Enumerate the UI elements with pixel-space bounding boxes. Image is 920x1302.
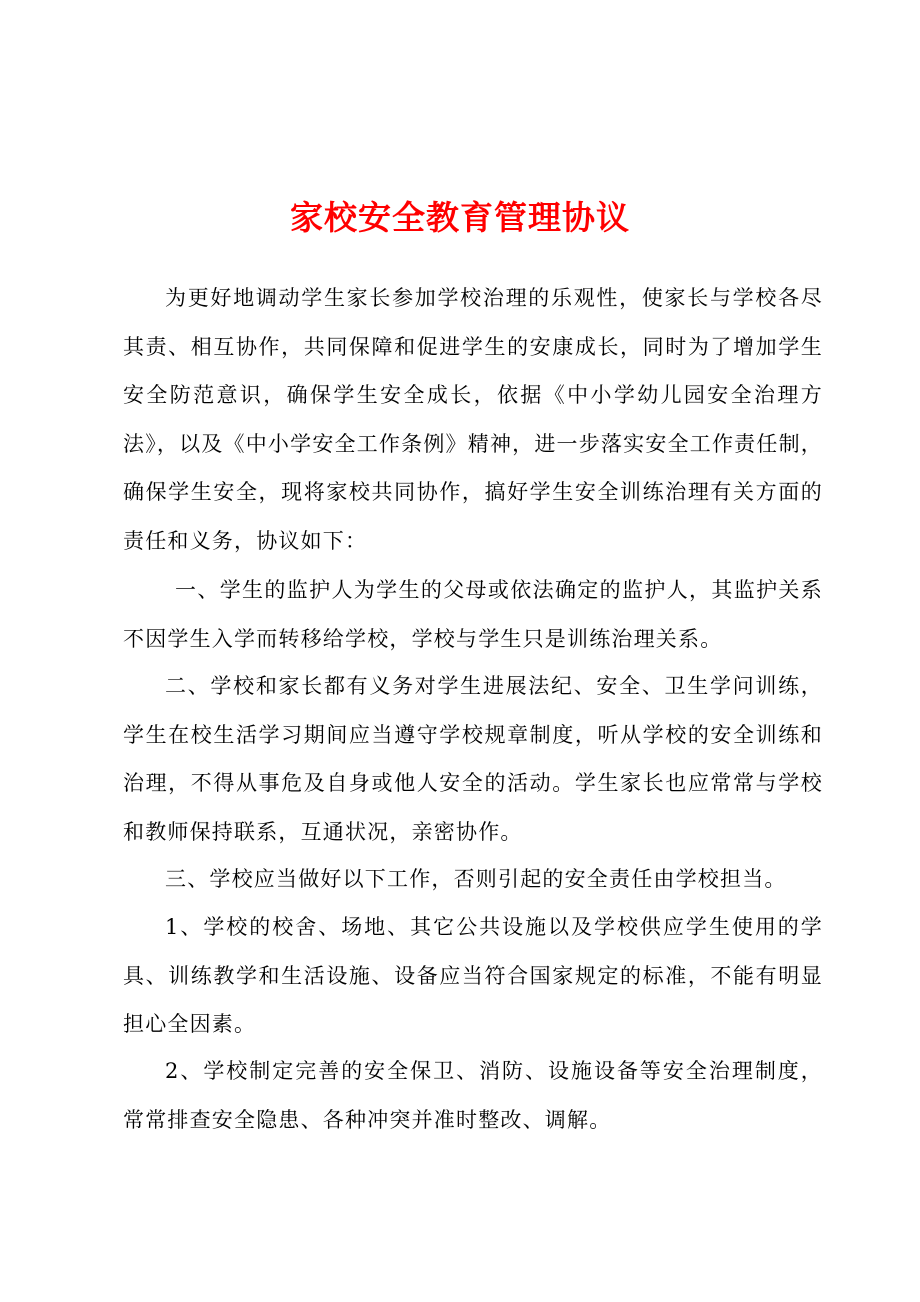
paragraph-item-2: 2、学校制定完善的安全保卫、消防、设施设备等安全治理制度，常常排查安全隐患、各种冲突并准时整改、调解。: [123, 1059, 823, 1132]
paragraph-article-3: 三、学校应当做好以下工作，否则引起的安全责任由学校担当。: [165, 867, 787, 891]
paragraph-item-1: 1、学校的校舍、场地、其它公共设施以及学校供应学生使用的学具、训练教学和生活设施、设备应当符合国家规定的标准，不能有明显担心全因素。: [123, 915, 823, 1036]
paragraph-intro: 为更好地调动学生家长参加学校治理的乐观性，使家长与学校各尽其责、相互协作，共同保障和促进学生的安康成长，同时为了增加学生安全防范意识，确保学生安全成长，依据《中小学幼儿园安全治理方法》，以及《中小学安全工作条例》精神，进一步落实安全工作责任制，确保学生安全，现将家校共同协作，搞好学生安全训练治理有关方面的责任和义务，协议如下：: [123, 286, 823, 553]
paragraph-article-1: 一、学生的监护人为学生的父母或依法确定的监护人，其监护关系不因学生入学而转移给学校，学校与学生只是训练治理关系。: [123, 578, 823, 651]
document-title: 家校安全教育管理协议: [290, 198, 630, 237]
paragraph-article-2: 二、学校和家长都有义务对学生进展法纪、安全、卫生学问训练，学生在校生活学习期间应当遵守学校规章制度，听从学校的安全训练和治理，不得从事危及自身或他人安全的活动。学生家长也应常常与学校和教师保持联系，互通状况，亲密协作。: [123, 674, 823, 844]
